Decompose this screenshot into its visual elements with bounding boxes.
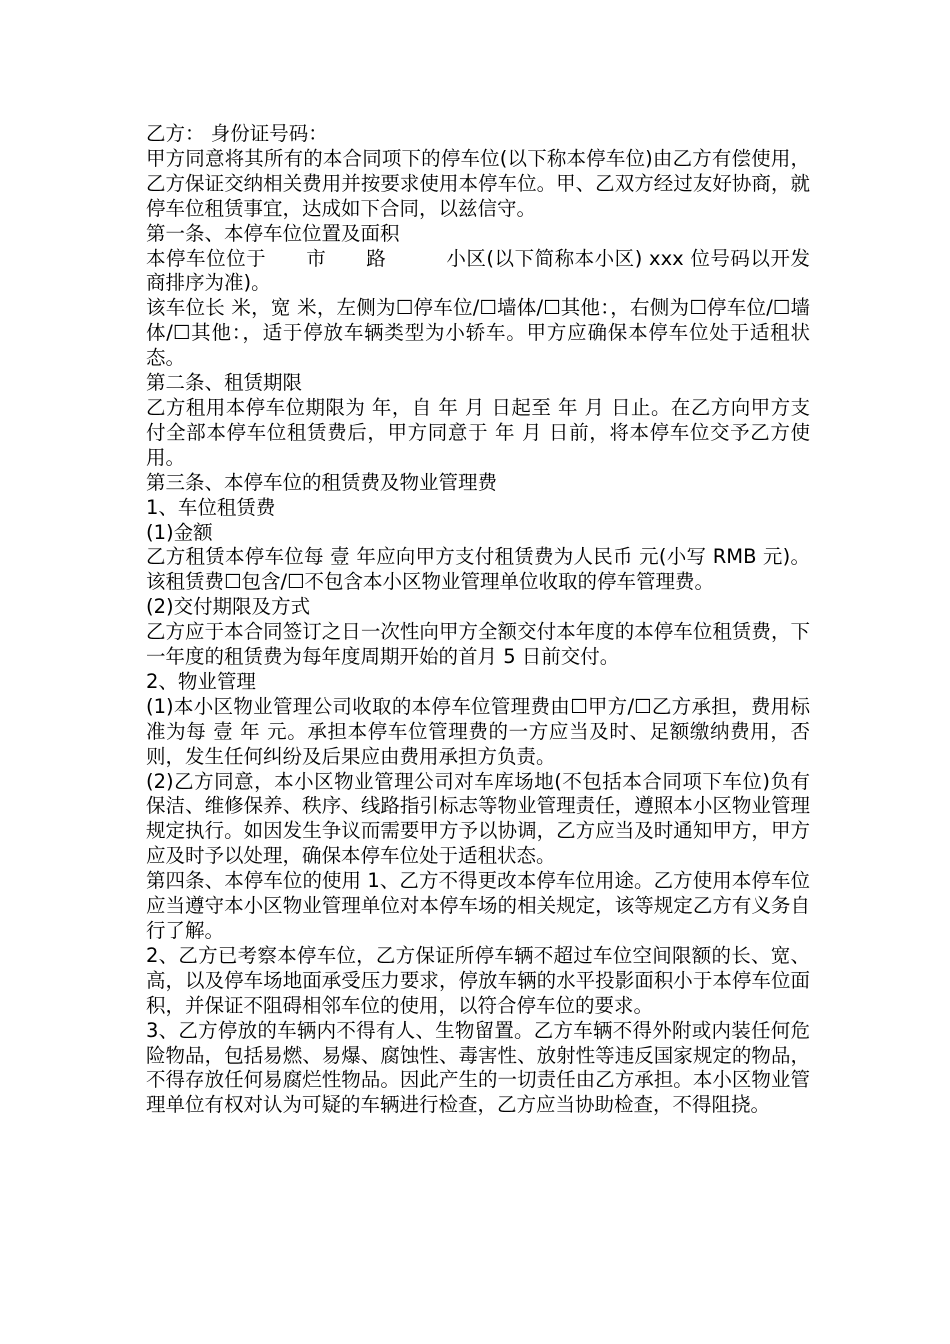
article-3-heading: 第三条、本停车位的租赁费及物业管理费 [146, 470, 498, 494]
article-1-heading: 第一条、本停车位位置及面积 [146, 221, 400, 245]
management-fee-paragraph: (1)本小区物业管理公司收取的本停车位管理费由☐甲方/☐乙方承担，费用标准为每 壹 年 元。承担本停车位管理费的一方应当及时、足额缴纳费用，否则，发生任何纠纷及后果应由费用承担方负责。 [146, 694, 810, 768]
payment-paragraph: 乙方应于本合同签订之日一次性向甲方全额交付本年度的本停车位租赁费，下一年度的租赁费为每年度周期开始的首月 5 日前交付。 [146, 620, 810, 669]
lease-term-paragraph: 乙方租用本停车位期限为 年，自 年 月 日起至 年 月 日止。在乙方向甲方支付全部本停车位租赁费后，甲方同意于 年 月 日前，将本停车位交予乙方使用。 [146, 395, 810, 469]
amount-subheading: (1)金额 [146, 520, 213, 544]
party-b-id-line: 乙方： 身份证号码： [146, 122, 328, 145]
preamble-paragraph: 甲方同意将其所有的本合同项下的停车位(以下称本停车位)由乙方有偿使用，乙方保证交纳相关费用并按要求使用本停车位。甲、乙双方经过友好协商，就停车位租赁事宜，达成如下合同，以兹信守。 [146, 146, 810, 220]
rent-amount-paragraph: 乙方租赁本停车位每 壹 年应向甲方支付租赁费为人民币 元(小写 RMB 元)。该租赁费☐包含/☐不包含本小区物业管理单位收取的停车管理费。 [146, 545, 810, 594]
payment-subheading: (2)交付期限及方式 [146, 595, 311, 619]
article-2-heading: 第二条、租赁期限 [146, 371, 303, 395]
document-page [146, 122, 810, 1118]
article-4-paragraph: 第四条、本停车位的使用 1、乙方不得更改本停车位用途。乙方使用本停车位应当遵守本小区物业管理单位对本停车场的相关规定，该等规定乙方有义务自行了解。 [146, 869, 810, 942]
prohibited-items-paragraph: 3、乙方停放的车辆内不得有人、生物留置。乙方车辆不得外附或内装任何危险物品，包括易燃、易爆、腐蚀性、毒害性、放射性等违反国家规定的物品，不得存放任何易腐烂性物品。因此产生的一切责任由乙方承担。本小区物业管理单位有权对认为可疑的车辆进行检查，乙方应当协助检查，不得阻挠。 [146, 1018, 810, 1117]
parking-location-paragraph: 本停车位位于 市 路 小区(以下简称本小区) xxx 位号码以开发商排序为准)。 [146, 246, 810, 295]
parking-size-paragraph: 该车位长 米，宽 米，左侧为☐停车位/☐墙体/☐其他：，右侧为☐停车位/☐墙体/☐其他：，适于停放车辆类型为小轿车。甲方应确保本停车位处于适租状态。 [146, 296, 810, 370]
management-duty-paragraph: (2)乙方同意，本小区物业管理公司对车库场地(不包括本合同项下车位)负有保洁、维修保养、秩序、线路指引标志等物业管理责任，遵照本小区物业管理规定执行。如因发生争议而需要甲方予以协调，乙方应当及时通知甲方，甲方应及时予以处理，确保本停车位处于适租状态。 [146, 769, 810, 868]
vehicle-limits-paragraph: 2、乙方已考察本停车位，乙方保证所停车辆不超过车位空间限额的长、宽、高，以及停车场地面承受压力要求，停放车辆的水平投影面积小于本停车位面积，并保证不阻碍相邻车位的使用，以符合停车位的要求。 [146, 943, 810, 1017]
rent-subheading: 1、车位租赁费 [146, 495, 276, 519]
property-management-subheading: 2、物业管理 [146, 669, 256, 693]
